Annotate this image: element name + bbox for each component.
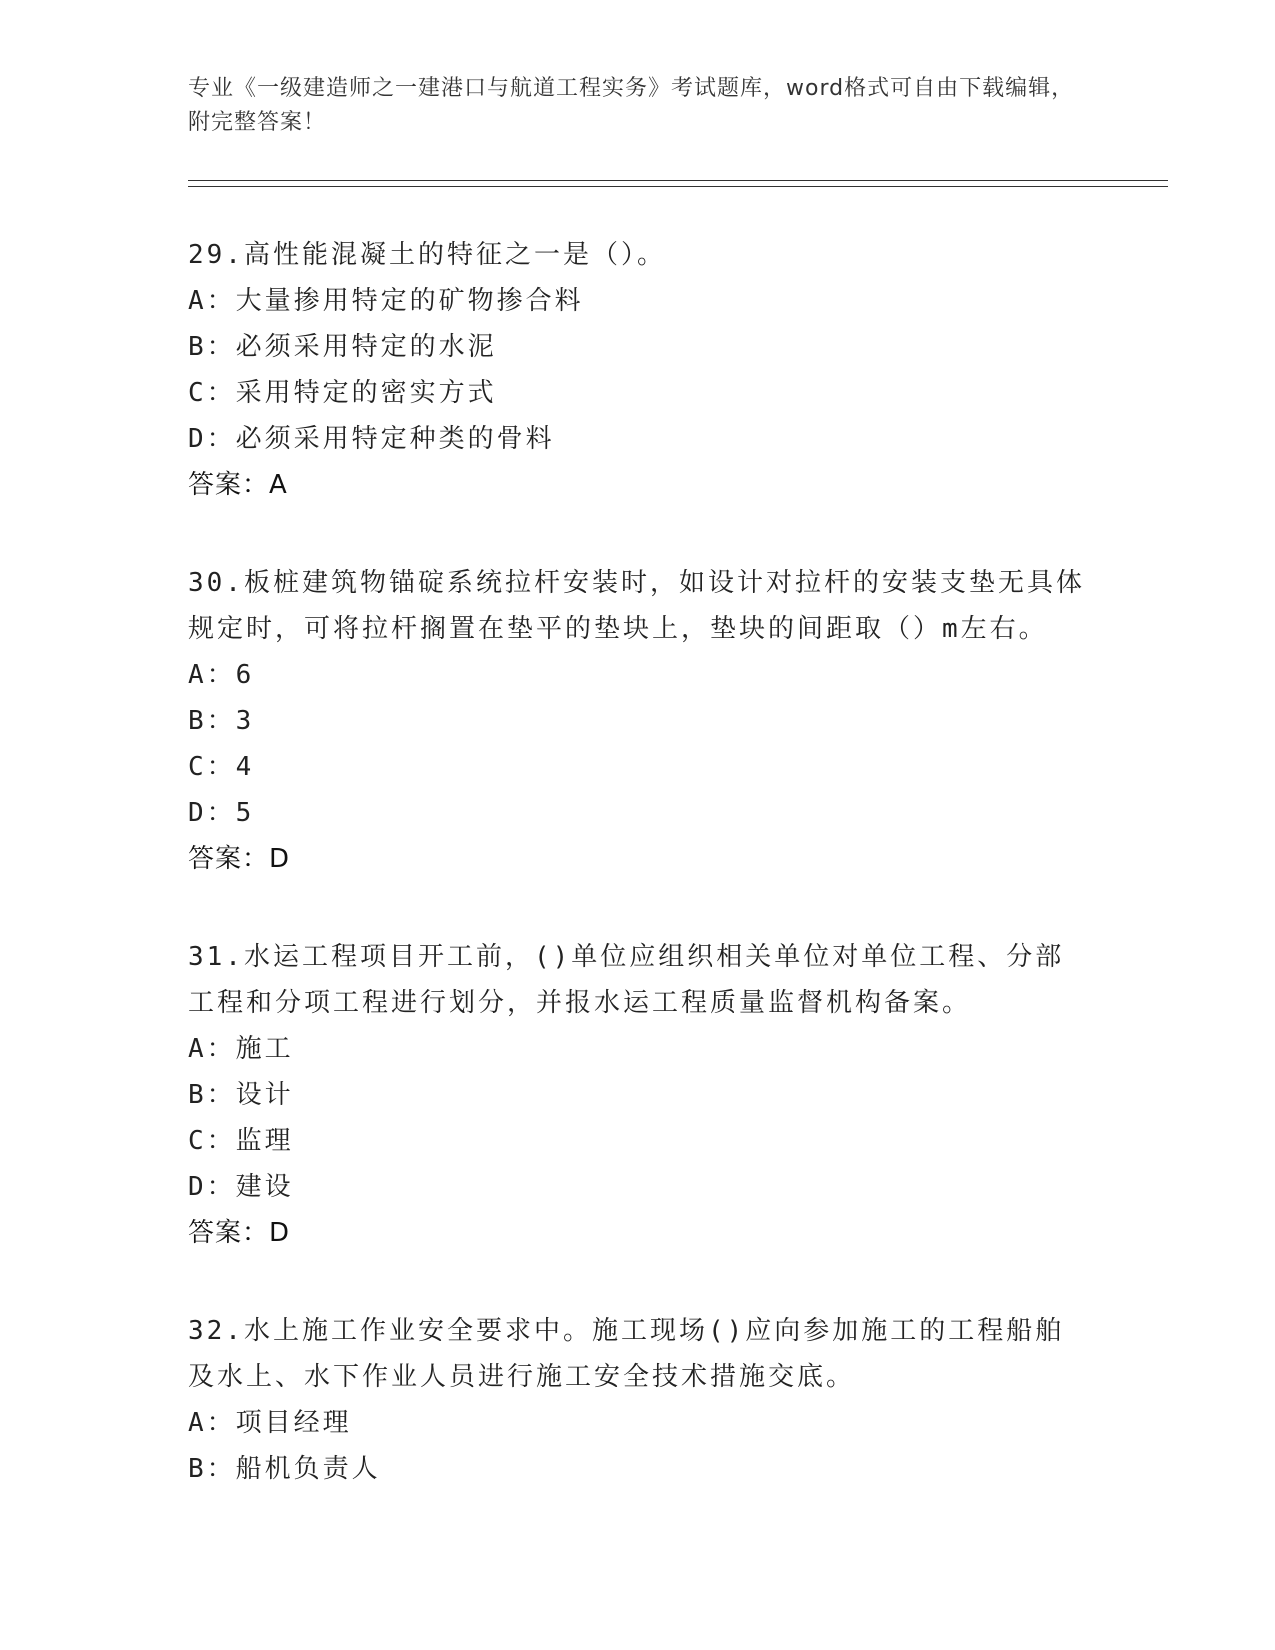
option-c: C：4 (188, 752, 255, 782)
option-d: D：5 (188, 798, 255, 828)
option-d: D：必须采用特定种类的骨料 (188, 424, 555, 454)
document-header (188, 72, 1088, 140)
answer-line: 答案：D (188, 1218, 291, 1248)
answer-line: 答案：A (188, 470, 288, 500)
question-29 (188, 232, 1088, 508)
option-a: A：6 (188, 660, 255, 690)
question-stem: 29.高性能混凝土的特征之一是（）。 (188, 240, 666, 270)
question-30 (188, 560, 1088, 882)
option-c: C：监理 (188, 1126, 294, 1156)
header-text: 专业《一级建造师之一建港口与航道工程实务》考试题库，word格式可自由下载编辑，附完整答案！ (188, 76, 1075, 135)
header-divider (188, 180, 1168, 187)
option-a: A：项目经理 (188, 1408, 352, 1438)
option-d: D：建设 (188, 1172, 294, 1202)
question-31 (188, 934, 1088, 1256)
option-b: B：3 (188, 706, 255, 736)
option-b: B：船机负责人 (188, 1454, 381, 1484)
option-c: C：采用特定的密实方式 (188, 378, 497, 408)
question-stem: 32.水上施工作业安全要求中。施工现场()应向参加施工的工程船舶及水上、水下作业人员进行施工安全技术措施交底。 (188, 1316, 1065, 1392)
option-b: B：设计 (188, 1080, 294, 1110)
option-a: A：大量掺用特定的矿物掺合料 (188, 286, 584, 316)
option-b: B：必须采用特定的水泥 (188, 332, 497, 362)
question-32 (188, 1308, 1088, 1492)
option-a: A：施工 (188, 1034, 294, 1064)
question-list (188, 232, 1088, 1544)
answer-line: 答案：D (188, 844, 291, 874)
question-stem: 31.水运工程项目开工前，()单位应组织相关单位对单位工程、分部工程和分项工程进行划分，并报水运工程质量监督机构备案。 (188, 942, 1065, 1018)
question-stem: 30.板桩建筑物锚碇系统拉杆安装时，如设计对拉杆的安装支垫无具体规定时，可将拉杆搁置在垫平的垫块上，垫块的间距取（）m左右。 (188, 568, 1085, 644)
